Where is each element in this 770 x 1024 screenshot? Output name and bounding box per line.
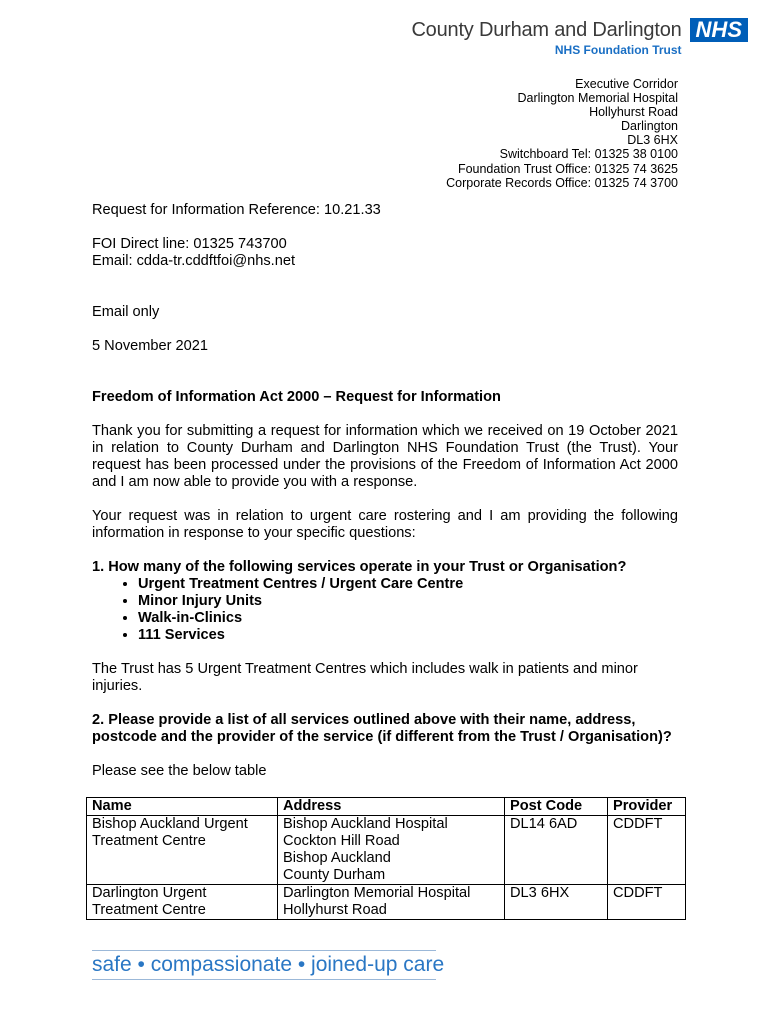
list-item: • Urgent Treatment Centres / Urgent Care Centre: [138, 576, 678, 593]
reference-line: Request for Information Reference: 10.21.33: [92, 202, 381, 218]
address-line: Hollyhurst Road: [283, 902, 387, 918]
letter-date: 5 November 2021: [92, 338, 209, 354]
letter-body: [92, 202, 678, 920]
org-name: County Durham and Darlington: [411, 19, 682, 41]
table-row: [87, 816, 686, 885]
paragraph-context: Your request was in relation to urgent care rostering and I am providing the following information in response to your specific questions:: [92, 508, 678, 541]
cell-address: [278, 885, 505, 920]
question-2: 2. Please provide a list of all services outlined above with their name, address, postcode and the provider of the service (if different from the Trust / Organisation)?: [92, 712, 672, 745]
foi-email: Email: cdda-tr.cddftfoi@nhs.net: [92, 253, 296, 269]
list-item: • 111 Services: [138, 627, 678, 644]
address-line: Hollyhurst Road: [589, 105, 678, 120]
letter-title: Freedom of Information Act 2000 – Request for Information: [92, 389, 501, 405]
list-item: • Minor Injury Units: [138, 593, 678, 610]
address-line: County Durham: [283, 867, 386, 883]
column-header-provider: Provider: [608, 798, 686, 816]
address-line: Darlington Memorial Hospital: [283, 885, 471, 901]
answer-2: Please see the below table: [92, 763, 267, 779]
strapline-word: compassionate: [150, 953, 292, 976]
address-line: DL3 6HX: [627, 133, 678, 148]
cell-postcode: DL3 6HX: [505, 885, 608, 920]
bullet-separator-icon: •: [297, 953, 306, 976]
list-item: • Walk-in-Clinics: [138, 610, 678, 627]
strapline-word: joined-up care: [311, 953, 445, 976]
cell-postcode: DL14 6AD: [505, 816, 608, 885]
cell-address: [278, 816, 505, 885]
records-office-tel: Corporate Records Office: 01325 74 3700: [446, 175, 678, 190]
services-table: [86, 797, 686, 920]
cell-name: Bishop Auckland Urgent Treatment Centre: [87, 816, 278, 885]
strapline-word: safe: [92, 953, 132, 976]
delivery-method: Email only: [92, 304, 160, 320]
trust-logo: [411, 18, 748, 57]
services-list: [92, 576, 678, 644]
answer-1: The Trust has 5 Urgent Treatment Centres which includes walk in patients and minor injuries.: [92, 661, 638, 694]
address-line: Darlington: [621, 119, 678, 134]
question-1: 1. How many of the following services operate in your Trust or Organisation?: [92, 559, 627, 575]
bullet-separator-icon: •: [137, 953, 145, 976]
switchboard-tel: Switchboard Tel: 01325 38 0100: [499, 147, 678, 162]
address-line: Bishop Auckland Hospital: [283, 816, 448, 832]
address-line: Executive Corridor: [575, 77, 678, 91]
cell-provider: CDDFT: [608, 816, 686, 885]
foundation-office-tel: Foundation Trust Office: 01325 74 3625: [457, 161, 678, 176]
cell-provider: CDDFT: [608, 885, 686, 920]
sender-address: [446, 77, 678, 190]
column-header-postcode: Post Code: [505, 798, 608, 816]
table-header-row: [87, 798, 686, 816]
column-header-address: Address: [278, 798, 505, 816]
table-row: [87, 885, 686, 920]
nhs-logo: NHS: [690, 18, 748, 42]
foi-direct-line: FOI Direct line: 01325 743700: [92, 236, 287, 252]
cell-name: Darlington Urgent Treatment Centre: [87, 885, 278, 920]
address-line: Cockton Hill Road: [283, 833, 400, 849]
column-header-name: Name: [87, 798, 278, 816]
org-subtitle: NHS Foundation Trust: [554, 43, 682, 57]
paragraph-intro: Thank you for submitting a request for information which we received on 19 October 2021 in relation to County Durham and Darlington NHS Foundation Trust (the Trust). Your request has been processed under the provisions of the Freedom of Information Act 2000 and I am now able to provide you with a response.: [92, 423, 678, 490]
address-line: Bishop Auckland: [283, 850, 391, 866]
address-line: Darlington Memorial Hospital: [517, 91, 678, 106]
footer-strapline: [92, 950, 445, 980]
